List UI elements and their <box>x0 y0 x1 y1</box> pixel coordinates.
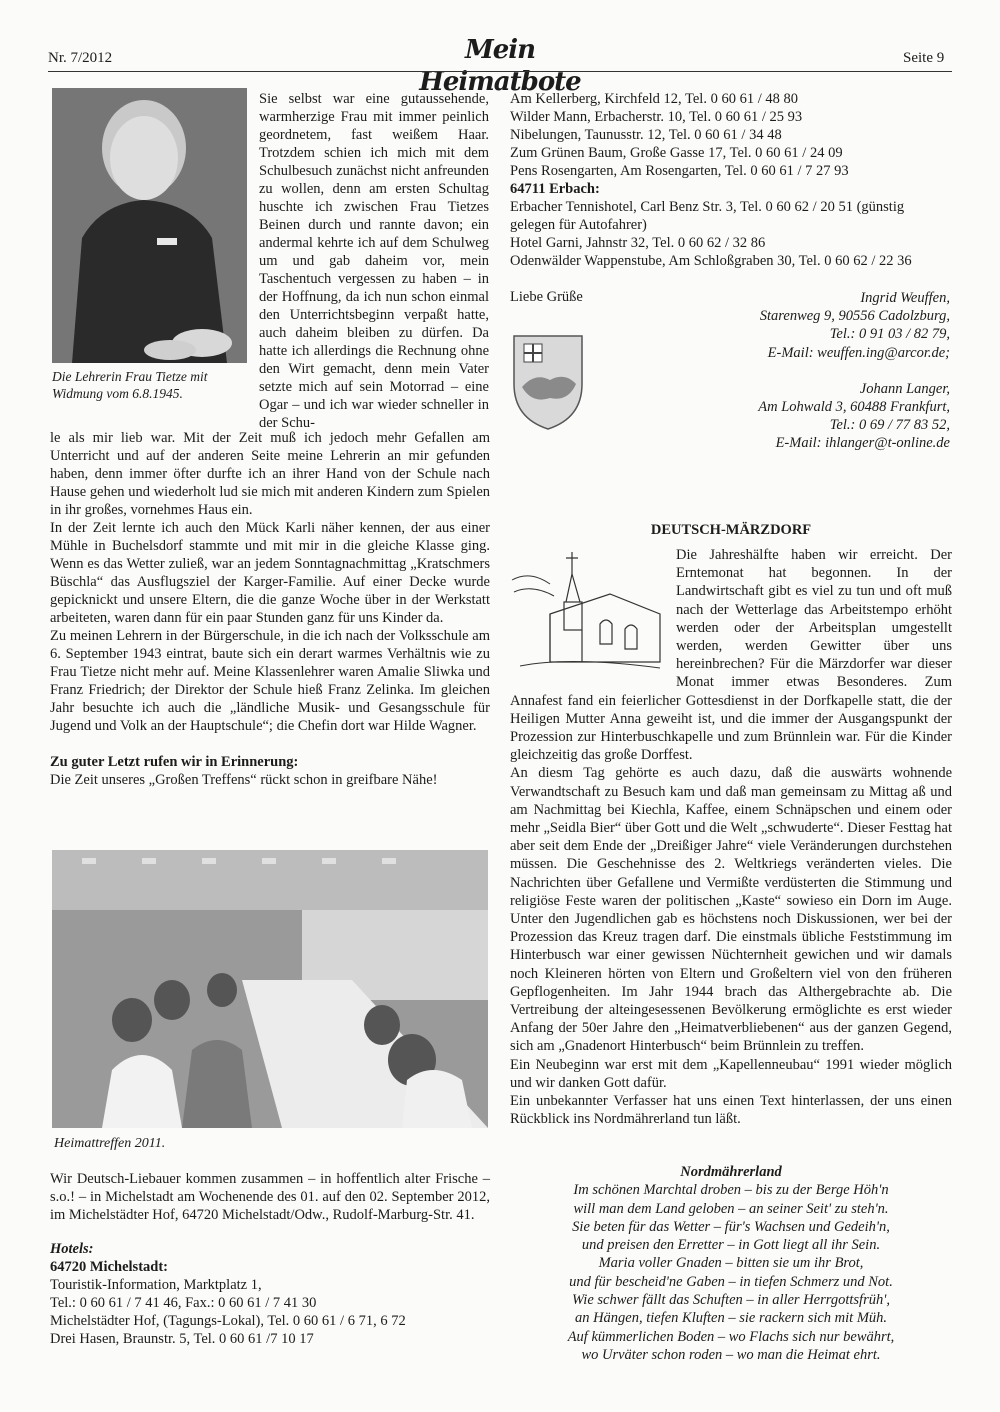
hotel-list-continued <box>510 90 952 270</box>
poem-title: Nordmährerland <box>680 1164 782 1180</box>
contact-line: E-Mail: ihlanger@t-online.de <box>775 435 950 452</box>
contact-block <box>600 289 950 453</box>
story-paragraph-2: In der Zeit lernte ich auch den Mück Karli näher kennen, der aus einer Mühle in Buchelsdorf stammte und mit mir in die gleiche Klasse ging. Wenn es das Wetter zuließ, war an jedem Sonntagnachmittag „Kratschmers Büschla“ das Ausflugsziel der Karger-Familie. Auf einer Decke wurde gepicknickt und unsere Eltern, die die ganze Woche über in der Werkstatt arbeiteten, waren dann für ein paar Stunden ganz für uns Kinder da. <box>50 520 490 626</box>
story-paragraph-3: Zu meinen Lehrern in der Bürgerschule, in die ich nach der Volksschule am 6. September 1943 eintrat, baute sich ein derart warmes Verhältnis wie zu Frau Tietze nicht mehr auf. Meine Klassenlehrer waren Amalie Sliwka und Franz Friedrich; der Direktor der Schule hieß Franz Zelinka. Im gleichen Jahr besuchte ich auch die „ländliche Musik- und Gesangsschule für Jugend und Volk an der Hauptschule“; die Chefin dort war Hilde Wagner. <box>50 628 490 734</box>
michelstadt-title: 64720 Michelstadt: <box>50 1259 168 1275</box>
narrow-text-column <box>259 90 489 432</box>
michelstadt-line: Michelstädter Hof, (Tagungs-Lokal), Tel. 0 60 61 / 6 71, 6 72 <box>50 1313 406 1329</box>
story-paragraph-1: le als mir lieb war. Mit der Zeit muß ich jedoch mehr Gefallen am Unterricht und auf der anderen Seite meine Lehrerin an mir gefunden haben, denn immer öfter durfte ich an ihrer Hand von der Schule nach Hause gehen und wiederholt lud sie mich mit anderen Kindern zum Spielen in ihr großes, vornehmes Haus ein. <box>50 430 490 518</box>
masthead-logo: Mein Heimatbote <box>419 35 581 97</box>
hotel-line: Hotel Garni, Jahnstr 32, Tel. 0 60 62 / 32 86 <box>510 235 766 251</box>
teacher-portrait-photo <box>52 88 247 363</box>
contact-line: Ingrid Weuffen, <box>860 290 950 306</box>
erbach-title: 64711 Erbach: <box>510 181 600 197</box>
michelstadt-line: Touristik-Information, Marktplatz 1, <box>50 1277 262 1293</box>
poem-line: und für bescheid'ne Gaben – in tiefen Schmerz und Not. <box>569 1273 893 1290</box>
reminder-paragraph: Die Zeit unseres „Großen Treffens“ rückt schon in greifbare Nähe! <box>50 772 438 788</box>
contact-line: Tel.: 0 69 / 77 83 52, <box>829 417 950 434</box>
hotel-line: Pens Rosengarten, Am Rosengarten, Tel. 0 60 61 / 7 27 93 <box>510 163 849 179</box>
coat-of-arms-image <box>510 332 586 432</box>
contact-line <box>600 362 950 380</box>
deutsch-maerzdorf-text <box>510 546 952 1129</box>
dm-paragraph-1: Die Jahreshälfte haben wir erreicht. Der Erntemonat hat begonnen. In der Landwirtschaft gibt es viel zu tun und oft muß nach der Wetterlage das Arbeitstempo erhöht werden oder der Arbeitsplan umgestellt werden, werden Gewitter über uns hereinbrechen? Für die Märzdorfer war dieser Monat immer etwas Besonderes. Zum Annafest fand ein feierlicher Gottesdienst in der Dorfkapelle statt, die der Heiligen Mutter Anna geweiht ist, und die immer der Ausgangspunkt der Prozession zur Hinterbuschkapelle und zum Brünnlein war. Für die Kinder gleichzeitig das große Dorffest. <box>510 547 952 764</box>
poem-line: Maria voller Gnaden – bitten sie um ihr Brot, <box>598 1255 864 1272</box>
chapel-float-space <box>510 546 676 690</box>
hotel-line: Zum Grünen Baum, Große Gasse 17, Tel. 0 60 61 / 24 09 <box>510 145 843 161</box>
poem-line: Sie beten für das Wetter – für's Wachsen und Gedeih'n, <box>572 1218 890 1235</box>
poem-line: an Hängen, tiefen Kluften – sie rackern sich mit Müh. <box>574 1310 888 1327</box>
contact-line: Johann Langer, <box>859 380 950 397</box>
meeting-2011-photo <box>52 850 488 1128</box>
photo1-caption: Die Lehrerin Frau Tietze mit Widmung vom 6.8.1945. <box>52 369 208 401</box>
section-title: DEUTSCH-MÄRZDORF <box>650 522 812 538</box>
poem-line: und preisen den Erretter – in Gott liegt all ihr Sein. <box>581 1237 881 1254</box>
dm-paragraph-4: Ein unbekannter Verfasser hat uns einen Text hinterlassen, der uns einen Rückblick ins Nordmährerland tun läßt. <box>510 1093 952 1128</box>
hotel-line: Am Kellerberg, Kirchfeld 12, Tel. 0 60 61 / 48 80 <box>510 91 798 107</box>
page-number: Seite 9 <box>903 50 945 66</box>
contact-line: Am Lohwald 3, 60488 Frankfurt, <box>758 399 950 416</box>
meeting-paragraph: Wir Deutsch-Liebauer kommen zusammen – in hoffentlich alter Frische – s.o.! – in Michelstadt am Wochenende des 01. auf den 02. September 2012, im Michelstädter Hof, 64720 Michelstadt/Odw., Rudolf-Marburg-Str. 41. <box>50 1171 490 1223</box>
michelstadt-line: Tel.: 0 60 61 / 7 41 46, Fax.: 0 60 61 / 7 41 30 <box>50 1295 317 1311</box>
poem-line: Im schönen Marchtal droben – bis zu der Berge Höh'n <box>573 1182 889 1199</box>
michelstadt-line: Drei Hasen, Braunstr. 5, Tel. 0 60 61 /7 10 17 <box>50 1331 314 1347</box>
left-wide-text <box>50 429 490 789</box>
hotel-line: Erbacher Tennishotel, Carl Benz Str. 3, Tel. 0 60 62 / 20 51 (günstig gelegen für Autofahrer) <box>510 199 905 233</box>
hotel-line: Odenwälder Wappenstube, Am Schloßgraben 30, Tel. 0 60 62 / 22 36 <box>510 253 912 269</box>
hotels-title: Hotels: <box>50 1241 94 1257</box>
contact-line: E-Mail: weuffen.ing@arcor.de; <box>767 344 950 361</box>
dm-paragraph-2: An diesm Tag gehörte es auch dazu, daß die auswärts wohnende Verwandtschaft zu Besuch kam und daß man gemeinsam zu Mittag aß und am Nachmittag bei Kiechla, Kaffee, einem Schnäpschen und einem oder mehr „Seidla Bier“ über Gott und die Welt „schwuderte“. Dieser Festtag hat aber seit dem Ende der „Dreißiger Jahre“ viele Veränderungen durchstehen müssen. Die Geschehnisse des 2. Weltkriegs veränderten vieles. Die Nachrichten über Gefallene und Vermißte verdüsterten die Stimmung und religiöse Feste waren der politischen „Kaste“ sowieso ein Dorn im Auge. Unter den Jugendlichen gab es höchstens noch Diskussionen, wer bei der Prozession das Kreuz tragen darf. Die einstmals übliche Feststimmung im Hinterbusch war einer gewissen Nüchternheit gewichen und wir damals noch Kleineren hörten von Eltern und Großeltern viel von den früheren Gepflogenheiten. Im Jahr 1944 brach das Althergebrachte ab. Die Vertreibung der alteingesessenen Bevölkerung ermöglichte es erst wieder Anfang der 50er Jahre den „Heimatverbliebenen“ aus der ganzen Gegend, sich am „Gnadenort Hinterbusch“ beim Brünnlein zu treffen. <box>510 765 952 1055</box>
reminder-subhead: Zu guter Letzt rufen wir in Erinnerung: <box>50 754 299 770</box>
contact-line: Tel.: 0 91 03 / 82 79, <box>829 326 950 343</box>
greeting: Liebe Grüße <box>510 289 583 305</box>
hotel-line: Nibelungen, Taunusstr. 12, Tel. 0 60 61 / 34 48 <box>510 127 782 143</box>
issue-number: Nr. 7/2012 <box>48 50 113 66</box>
hotel-line: Wilder Mann, Erbacherstr. 10, Tel. 0 60 61 / 25 93 <box>510 109 803 125</box>
photo2-caption: Heimattreffen 2011. <box>54 1136 166 1151</box>
poem-line: Wie schwer fällt das Schuften – in aller Herrgottsfrüh', <box>572 1292 890 1309</box>
poem-line: will man dem Land geloben – an seiner Seit' zu steh'n. <box>573 1200 889 1217</box>
poem-line: wo Urväter schon roden – wo man die Heimat ehrt. <box>581 1346 881 1363</box>
contact-line: Starenweg 9, 90556 Cadolzburg, <box>759 308 950 325</box>
poem <box>510 1163 952 1364</box>
left-bottom-text <box>50 1170 490 1348</box>
story-paragraph-intro: Sie selbst war eine gutaussehende, warmherzige Frau mit immer peinlich geordnetem, fast weißem Haar. Trotzdem schien ich mich mit dem Schulbesuch zunächst nicht anfreunden zu wollen, denn am ersten Schultag huschte ich zwischen Frau Tietzes Beinen durch und rannte davon; ein andermal kehrte ich auf dem Schulweg um und gab daheim vor, mein Taschentuch vergessen zu haben – in der Hoffnung, da ich nun schon einmal den Unterrichtsbeginn verpaßt hatte, auch daheim bleiben zu dürfen. Da hatte ich allerdings die Rechnung ohne den Wirt gemacht, denn mein Vater setzte mich auf sein Motorrad – eine Ogar – und ich war wieder schneller in der Schu- <box>259 91 489 431</box>
dm-paragraph-3: Ein Neubeginn war erst mit dem „Kapellenneubau“ 1991 wieder möglich und wir danken Gott dafür. <box>510 1056 952 1091</box>
poem-line: Auf kümmerlichen Boden – wo Flachs sich nur bewährt, <box>567 1328 895 1345</box>
header-rule <box>48 71 952 72</box>
